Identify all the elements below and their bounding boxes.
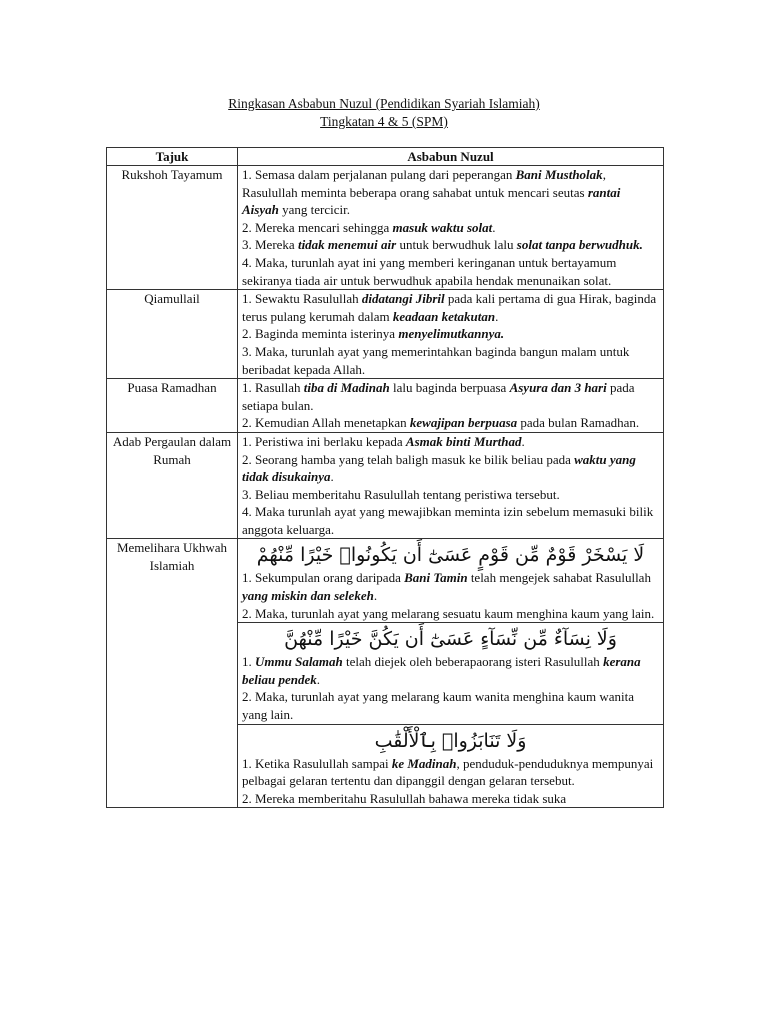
body-text: 2. Maka, turunlah ayat yang melarang sesuatu kaum menghina kaum yang lain. xyxy=(242,605,655,621)
table-header-row xyxy=(107,148,664,166)
emphasis-text: masuk waktu solat xyxy=(392,219,493,235)
emphasis-text: kerana beliau pendek xyxy=(242,654,641,687)
list-item xyxy=(242,290,659,325)
emphasis-text: Asmak binti Murthad xyxy=(405,433,522,449)
table-row xyxy=(107,166,664,290)
body-text: . xyxy=(521,433,525,449)
body-text: yang tercicir. xyxy=(278,202,350,218)
quran-verse: وَلَا تَنَابَزُوا۟ بِٱلْأَلْقَٰبِ xyxy=(374,729,527,752)
body-text: lalu baginda berpuasa xyxy=(389,380,510,396)
cause-cell xyxy=(238,432,664,539)
body-text: 1. Rasullah xyxy=(242,380,304,396)
column-header-topic: Tajuk xyxy=(107,148,238,166)
document-subtitle: Tingkatan 4 & 5 (SPM) xyxy=(320,114,448,129)
list-item xyxy=(242,433,659,451)
emphasis-text: yang miskin dan selekeh xyxy=(242,588,374,604)
document-title: Ringkasan Asbabun Nuzul (Pendidikan Syariah Islamiah) xyxy=(228,96,540,111)
list-item xyxy=(242,451,659,486)
emphasis-text: tidak menemui air xyxy=(297,237,397,253)
list-item xyxy=(242,605,659,623)
body-text: 2. Maka, turunlah ayat yang melarang kaum wanita menghina kaum wanita yang lain. xyxy=(242,689,635,723)
list-item xyxy=(242,653,659,688)
list-item xyxy=(242,325,659,343)
body-text: , penduduk-penduduknya mempunyai pelbagai gelaran tertentu dan dipanggil dengan gelaran tersebut. xyxy=(242,755,654,789)
body-text: , Rasulullah meminta beberapa orang sahabat untuk mencari seutas xyxy=(242,167,606,200)
list-item xyxy=(242,688,659,723)
asbabun-nuzul-table xyxy=(106,147,664,808)
topic-cell: Puasa Ramadhan xyxy=(107,379,238,433)
emphasis-text: keadaan ketakutan xyxy=(392,308,496,324)
body-text: . xyxy=(495,308,499,324)
list-item xyxy=(242,219,659,237)
body-text: 4. Maka turunlah ayat yang mewajibkan meminta izin sebelum memasuki bilik anggota keluarga. xyxy=(242,504,654,537)
quran-verse: لَا يَسْخَرْ قَوْمٌ مِّن قَوْمٍ عَسَىٰٓ أَن يَكُونُوا۟ خَيْرًا مِّنْهُمْ xyxy=(256,544,645,567)
body-text: 3. Beliau memberitahu Rasulullah tentang peristiwa tersebut. xyxy=(242,486,560,502)
body-text: 1. xyxy=(242,654,255,670)
body-text: telah diejek oleh beberapaorang isteri Rasulullah xyxy=(342,654,604,670)
list-item xyxy=(242,414,659,432)
body-text: . xyxy=(492,219,496,235)
body-text: 4. Maka, turunlah ayat ini yang memberi keringanan untuk bertayamum sekiranya tiada air untuk berwudhuk apabila hendak menunaikan solat. xyxy=(242,254,617,288)
topic-cell: Rukshoh Tayamum xyxy=(107,166,238,290)
body-text: 1. Semasa dalam perjalanan pulang dari peperangan xyxy=(242,167,516,182)
emphasis-text: menyelimutkannya. xyxy=(398,326,505,342)
body-text: pada bulan Ramadhan. xyxy=(517,415,640,431)
table-row xyxy=(107,379,664,433)
body-text: pada kali pertama di gua Hirak, baginda terus pulang kerumah dalam xyxy=(242,291,657,324)
body-text: . xyxy=(330,469,334,485)
list-item xyxy=(242,569,659,604)
list-item xyxy=(242,486,659,504)
body-text: 2. Kemudian Allah menetapkan xyxy=(242,415,410,431)
body-text: 3. Maka, turunlah ayat yang memerintahkan baginda bangun malam untuk beribadat kepada Allah. xyxy=(242,343,630,377)
list-item xyxy=(242,254,659,289)
body-text: 2. Baginda meminta isterinya xyxy=(242,326,399,342)
emphasis-text: Ummu Salamah xyxy=(255,654,343,670)
emphasis-text: rantai Aisyah xyxy=(242,184,621,218)
list-item xyxy=(242,379,659,414)
table-body xyxy=(107,166,664,808)
body-text: . xyxy=(373,588,378,604)
table-row xyxy=(107,290,664,379)
cause-cell xyxy=(238,539,664,623)
body-text: 2. Mereka mencari sehingga xyxy=(242,219,393,235)
table-row xyxy=(107,432,664,539)
cause-cell xyxy=(238,623,664,724)
body-text: 2. Seorang hamba yang telah baligh masuk ke bilik beliau pada xyxy=(242,451,575,467)
emphasis-text: Asyura dan 3 hari xyxy=(509,380,607,396)
emphasis-text: waktu yang tidak disukainya xyxy=(242,451,636,485)
emphasis-text: ke Madinah xyxy=(391,755,457,771)
body-text: 1. Sewaktu Rasulullah xyxy=(242,291,362,307)
emphasis-text: kewajipan berpuasa xyxy=(409,415,518,431)
emphasis-text: didatangi Jibril xyxy=(361,291,445,307)
body-text: telah mengejek sahabat Rasulullah xyxy=(467,570,651,586)
cause-cell xyxy=(238,724,664,808)
list-item xyxy=(242,343,659,378)
list-item xyxy=(242,790,659,808)
body-text: 1. Ketika Rasulullah sampai xyxy=(242,755,392,771)
emphasis-text: Bani Tamin xyxy=(404,570,468,586)
body-text: untuk berwudhuk lalu xyxy=(396,237,517,253)
column-header-cause: Asbabun Nuzul xyxy=(238,148,664,166)
body-text: 3. Mereka xyxy=(242,237,298,253)
list-item xyxy=(242,236,659,254)
body-text: 2. Mereka memberitahu Rasulullah bahawa mereka tidak suka xyxy=(242,790,567,806)
emphasis-text: solat tanpa berwudhuk. xyxy=(516,237,643,253)
list-item xyxy=(242,166,659,219)
body-text: 1. Sekumpulan orang daripada xyxy=(242,570,405,586)
topic-cell: Memelihara Ukhwah Islamiah xyxy=(107,539,238,808)
cause-cell xyxy=(238,166,664,290)
topic-cell: Qiamullail xyxy=(107,290,238,379)
body-text: 1. Peristiwa ini berlaku kepada xyxy=(242,433,406,449)
table-row xyxy=(107,539,664,623)
quran-verse: وَلَا نِسَآءٌ مِّن نِّسَآءٍ عَسَىٰٓ أَن يَكُنَّ خَيْرًا مِّنْهُنَّ xyxy=(284,628,617,651)
emphasis-text: Bani Mustholak xyxy=(515,167,603,182)
list-item xyxy=(242,755,659,790)
body-text: pada setiapa bulan. xyxy=(242,380,635,413)
list-item xyxy=(242,503,659,538)
cause-cell xyxy=(238,290,664,379)
emphasis-text: tiba di Madinah xyxy=(303,380,390,396)
topic-cell: Adab Pergaulan dalam Rumah xyxy=(107,432,238,539)
cause-cell xyxy=(238,379,664,433)
body-text: . xyxy=(316,671,320,687)
